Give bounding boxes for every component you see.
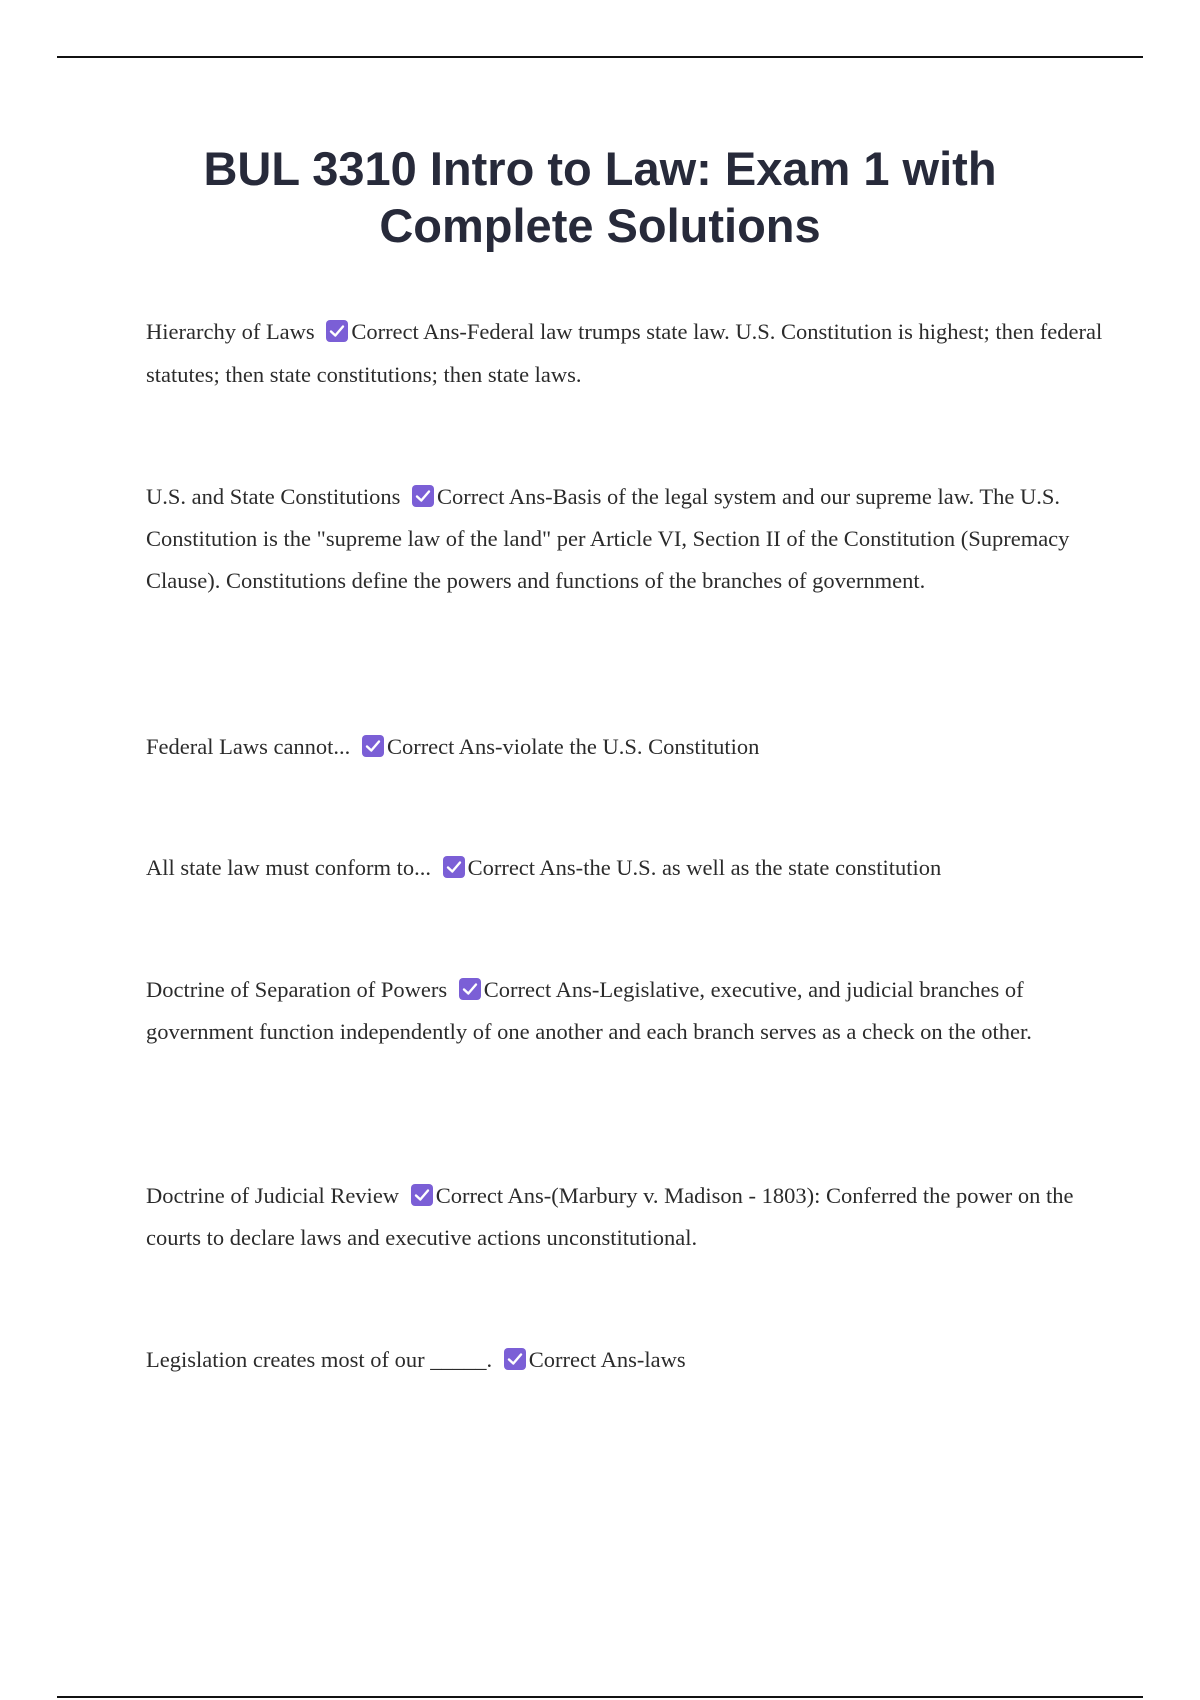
check-box-icon — [362, 735, 384, 757]
answer-prefix: Correct Ans- — [528, 1347, 645, 1372]
qa-item-judicial-review — [146, 1175, 1106, 1259]
answer-prefix: Correct Ans- — [467, 855, 584, 880]
question-text: All state law must conform to... — [146, 855, 431, 880]
answer-prefix: Correct Ans- — [351, 319, 467, 344]
check-box-icon — [504, 1348, 526, 1370]
question-text: Legislation creates most of our _____. — [146, 1347, 493, 1372]
top-divider — [57, 56, 1143, 58]
qa-item-legislation — [146, 1338, 1106, 1381]
qa-item-state-law — [146, 846, 1106, 889]
answer-prefix: Correct Ans- — [483, 977, 600, 1002]
answer-text: the U.S. as well as the state constitution — [583, 855, 942, 880]
check-box-icon — [412, 485, 434, 507]
question-text: Hierarchy of Laws — [146, 319, 315, 344]
check-box-icon — [411, 1184, 433, 1206]
answer-text: laws — [644, 1347, 686, 1372]
question-text: Doctrine of Separation of Powers — [146, 977, 448, 1002]
question-text: Doctrine of Judicial Review — [146, 1183, 400, 1208]
answer-text: violate the U.S. Constitution — [502, 734, 760, 759]
check-box-icon — [443, 856, 465, 878]
qa-item-hierarchy-of-laws — [146, 310, 1106, 396]
check-box-icon — [459, 978, 481, 1000]
qa-item-federal-laws — [146, 725, 1106, 768]
document-title: BUL 3310 Intro to Law: Exam 1 with Complete Solutions — [203, 142, 997, 252]
answer-text: Federal law trumps state law. U.S. Constitution is highest; then federal statutes; then state constitutions; then state laws. — [146, 319, 1103, 387]
qa-item-constitutions — [146, 476, 1106, 602]
answer-prefix: Correct Ans- — [437, 484, 553, 509]
answer-text: Basis of the legal system and our supreme law. The U.S. Constitution is the "supreme law of the land" per Article VI, Section II of the Constitution (Supremacy Clause). Constitutions define the powers and functions of the branches of government. — [146, 484, 1070, 593]
question-text: U.S. and State Constitutions — [146, 484, 401, 509]
answer-text: Legislative, executive, and judicial branches of government function independently of one another and each branch serves as a check on the other. — [146, 977, 1032, 1044]
bottom-divider — [57, 1696, 1143, 1698]
answer-text: (Marbury v. Madison - 1803): Conferred the power on the courts to declare laws and executive actions unconstitutional. — [146, 1183, 1074, 1250]
question-text: Federal Laws cannot... — [146, 734, 351, 759]
answer-prefix: Correct Ans- — [386, 734, 503, 759]
check-box-icon — [326, 320, 348, 342]
qa-item-separation-of-powers — [146, 969, 1106, 1053]
answer-prefix: Correct Ans- — [435, 1183, 552, 1208]
